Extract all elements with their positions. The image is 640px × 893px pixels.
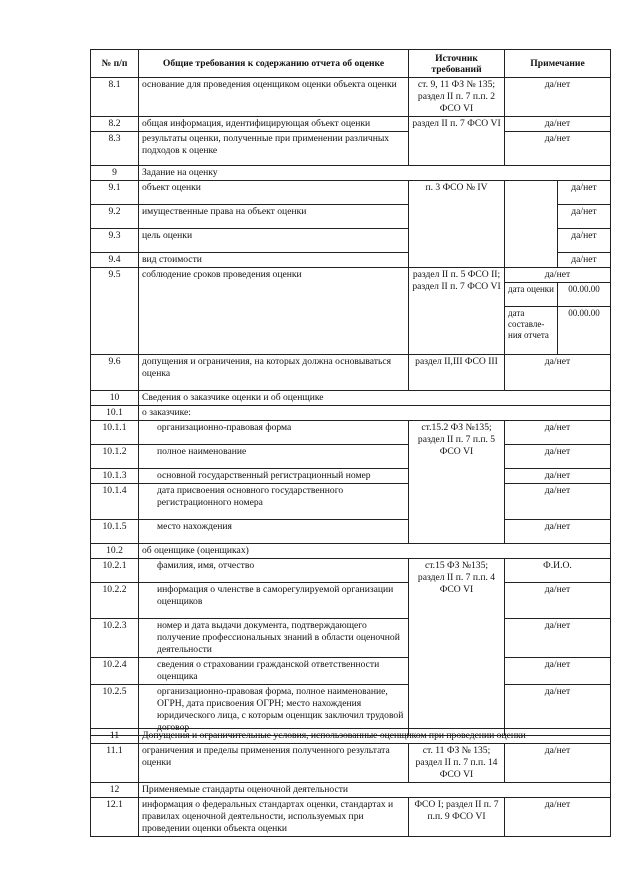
- row-text: организационно-правовая форма, полное наименование, ОГРН, дата присвоения ОГРН; место нахождения юридического лица, с которым оценщик заключил трудовой договор: [139, 685, 409, 736]
- table-row: [91, 229, 611, 253]
- row-num: 11: [91, 729, 139, 744]
- row-text: основание для проведения оценщиком оценки объекта оценки: [139, 78, 409, 117]
- row-num: 10.2: [91, 544, 139, 559]
- row-text: номер и дата выдачи документа, подтверждающего получение профессиональных знаний в области оценочной деятельности: [139, 619, 409, 658]
- row-note: да/нет: [505, 132, 611, 166]
- row-num: 9.4: [91, 253, 139, 268]
- table-row: [91, 355, 611, 391]
- row-num: 9.1: [91, 181, 139, 205]
- row-text: основной государственный регистрационный номер: [139, 469, 409, 484]
- row-text: общая информация, идентифицирующая объект оценки: [139, 117, 409, 132]
- requirements-table: [90, 49, 611, 736]
- row-num: 10.1.5: [91, 520, 139, 544]
- row-num: 9.3: [91, 229, 139, 253]
- row-num: 8.3: [91, 132, 139, 166]
- table-row: [91, 268, 611, 283]
- row-num: 10.2.5: [91, 685, 139, 736]
- table-row: [91, 658, 611, 685]
- table-row: [91, 484, 611, 520]
- row-text: допущения и ограничения, на которых должна основываться оценка: [139, 355, 409, 391]
- valuation-date-value: 00.00.00: [558, 283, 611, 307]
- row-note: да/нет: [558, 253, 611, 268]
- row-num: 12.1: [91, 798, 139, 837]
- section-row: [91, 406, 611, 421]
- row-source: п. 3 ФСО № IV: [409, 181, 505, 268]
- section-title: о заказчике:: [139, 406, 611, 421]
- row-num: 11.1: [91, 744, 139, 783]
- table-row: [91, 798, 611, 837]
- row-text: результаты оценки, полученные при применении различных подходов к оценке: [139, 132, 409, 166]
- row-source: ст. 11 ФЗ № 135; раздел II п. 7 п.п. 14 ФСО VI: [409, 744, 505, 783]
- section-title: Допущения и ограничительные условия, использованные оценщиком при проведении оценки: [139, 729, 611, 744]
- header-requirements: Общие требования к содержанию отчета об оценке: [139, 50, 409, 78]
- table-row: [91, 132, 611, 166]
- row-num: 9: [91, 166, 139, 181]
- table-row: [91, 469, 611, 484]
- row-text: имущественные права на объект оценки: [139, 205, 409, 229]
- row-source: ст.15 ФЗ №135; раздел II п. 7 п.п. 4 ФСО VI: [409, 559, 505, 736]
- row-num: 12: [91, 783, 139, 798]
- row-num: 10.1: [91, 406, 139, 421]
- row-text: ограничения и пределы применения полученного результата оценки: [139, 744, 409, 783]
- row-text: объект оценки: [139, 181, 409, 205]
- section-title: Применяемые стандарты оценочной деятельности: [139, 783, 611, 798]
- row-note: да/нет: [558, 205, 611, 229]
- row-text: фамилия, имя, отчество: [139, 559, 409, 583]
- row-note: да/нет: [558, 229, 611, 253]
- row-num: 8.2: [91, 117, 139, 132]
- section-title: Задание на оценку: [139, 166, 611, 181]
- row-note: да/нет: [505, 798, 611, 837]
- row-text: цель оценки: [139, 229, 409, 253]
- section-row: [91, 783, 611, 798]
- table-row: [91, 744, 611, 783]
- row-source: раздел II п. 5 ФСО II; раздел II п. 7 ФСО VI: [409, 268, 505, 355]
- table-header-row: [91, 50, 611, 78]
- table-row: [91, 253, 611, 268]
- row-note: да/нет: [505, 520, 611, 544]
- row-text: информация о членстве в саморегулируемой организации оценщиков: [139, 583, 409, 619]
- row-text: место нахождения: [139, 520, 409, 544]
- row-text: вид стоимости: [139, 253, 409, 268]
- section-row: [91, 166, 611, 181]
- row-note: да/нет: [505, 469, 611, 484]
- row-text: организационно-правовая форма: [139, 421, 409, 445]
- header-note: Примечание: [505, 50, 611, 78]
- row-num: 10.1.3: [91, 469, 139, 484]
- row-num: 9.6: [91, 355, 139, 391]
- row-source: ст.15.2 ФЗ №135; раздел II п. 7 п.п. 5 ФСО VI: [409, 421, 505, 544]
- row-note: да/нет: [558, 181, 611, 205]
- header-source: Источник требований: [409, 50, 505, 78]
- row-source: ст. 9, 11 ФЗ № 135; раздел II п. 7 п.п. 2 ФСО VI: [409, 78, 505, 117]
- row-text: соблюдение сроков проведения оценки: [139, 268, 409, 355]
- row-num: 10.1.2: [91, 445, 139, 469]
- row-source: ФСО I; раздел II п. 7 п.п. 9 ФСО VI: [409, 798, 505, 837]
- row-source: раздел II п. 7 ФСО VI: [409, 117, 505, 166]
- report-date-value: 00.00.00: [558, 307, 611, 355]
- row-note: да/нет: [505, 484, 611, 520]
- row-note: да/нет: [505, 78, 611, 117]
- table-row: [91, 619, 611, 658]
- row-text: сведения о страховании гражданской ответственности оценщика: [139, 658, 409, 685]
- report-date-label: дата составле-ния отчета: [505, 307, 558, 355]
- row-note: да/нет: [505, 355, 611, 391]
- row-num: 10.2.2: [91, 583, 139, 619]
- valuation-date-label: дата оценки: [505, 283, 558, 307]
- table-row: [91, 559, 611, 583]
- row-num: 10.2.3: [91, 619, 139, 658]
- row-num: 8.1: [91, 78, 139, 117]
- row-note: да/нет: [505, 685, 611, 736]
- table-row: [91, 583, 611, 619]
- section-row: [91, 391, 611, 406]
- table-row: [91, 445, 611, 469]
- table-row: [91, 421, 611, 445]
- table-row: [91, 117, 611, 132]
- row-num: 9.2: [91, 205, 139, 229]
- row-note: Ф.И.О.: [505, 559, 611, 583]
- row-note: да/нет: [505, 117, 611, 132]
- table-row: [91, 520, 611, 544]
- table-row: [91, 205, 611, 229]
- section-title: Сведения о заказчике оценки и об оценщике: [139, 391, 611, 406]
- row-text: дата присвоения основного государственного регистрационного номера: [139, 484, 409, 520]
- row-num: 10.2.4: [91, 658, 139, 685]
- row-note: да/нет: [505, 583, 611, 619]
- row-text: полное наименование: [139, 445, 409, 469]
- section-row: [91, 544, 611, 559]
- row-text: информация о федеральных стандартах оценки, стандартах и правилах оценочной деятельности, используемых при проведении оценки объекта оценки: [139, 798, 409, 837]
- row-note: да/нет: [505, 445, 611, 469]
- header-num: № п/п: [91, 50, 139, 78]
- row-source: раздел II,III ФСО III: [409, 355, 505, 391]
- table-row: [91, 181, 611, 205]
- standards-table: [90, 728, 611, 837]
- table-row: [91, 78, 611, 117]
- row-num: 10: [91, 391, 139, 406]
- section-row: [91, 729, 611, 744]
- row-note: да/нет: [505, 268, 611, 283]
- row-num: 10.2.1: [91, 559, 139, 583]
- row-num: 10.1.4: [91, 484, 139, 520]
- row-note: да/нет: [505, 421, 611, 445]
- row-num: 9.5: [91, 268, 139, 355]
- row-num: 10.1.1: [91, 421, 139, 445]
- section-title: об оценщике (оценщиках): [139, 544, 611, 559]
- row-note: да/нет: [505, 619, 611, 658]
- row-note: да/нет: [505, 658, 611, 685]
- row-note: да/нет: [505, 744, 611, 783]
